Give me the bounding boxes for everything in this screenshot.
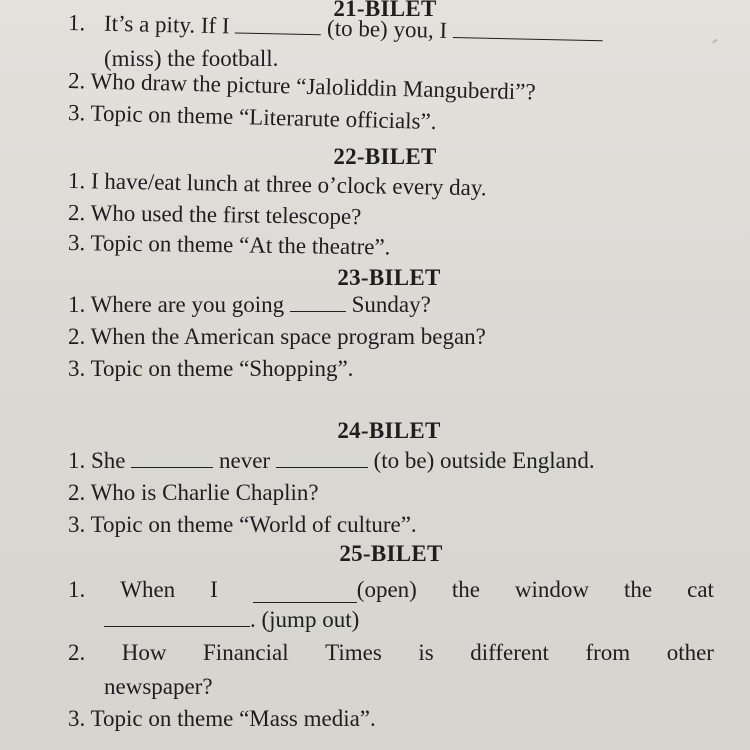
word: Financial xyxy=(203,640,289,665)
word: from xyxy=(585,640,631,665)
answer-blank[interactable] xyxy=(276,449,368,468)
pencil-mark xyxy=(712,39,718,44)
word: other xyxy=(666,640,714,665)
word: I xyxy=(210,577,218,602)
word: Times xyxy=(325,640,382,665)
bilet-24-question-1 xyxy=(68,448,595,474)
question-text: (to be) you, I xyxy=(326,15,448,43)
bilet-22-question-1: 1. I have/eat lunch at three o’clock every day. xyxy=(67,168,487,201)
question-text: (to be) outside England. xyxy=(373,448,595,473)
bilet-23-heading: 23-BILET xyxy=(337,265,441,290)
question-text: Sunday? xyxy=(351,292,431,317)
question-text: . (jump out) xyxy=(250,607,360,632)
bilet-22-question-2: 2. Who used the first telescope? xyxy=(67,200,362,230)
bilet-25-question-1-cont xyxy=(104,607,359,633)
bilet-23-question-3: 3. Topic on theme “Shopping”. xyxy=(68,356,354,381)
answer-blank[interactable] xyxy=(235,15,321,36)
question-number: 1. xyxy=(67,10,86,36)
question-text: never xyxy=(219,448,271,473)
bilet-21-question-2: 2. Who draw the picture “Jaloliddin Manguberdi”? xyxy=(67,68,536,105)
question-text: (miss) the football. xyxy=(104,46,279,71)
bilet-24-heading: 24-BILET xyxy=(337,418,441,443)
word: the xyxy=(451,577,480,602)
word: different xyxy=(470,640,549,665)
question-text: 1. She xyxy=(68,448,126,473)
bilet-25-question-2-cont: newspaper? xyxy=(104,674,213,699)
bilet-23-question-2: 2. When the American space program began? xyxy=(68,324,486,349)
bilet-25-question-3: 3. Topic on theme “Mass media”. xyxy=(68,706,376,731)
bilet-23-question-1 xyxy=(68,292,431,318)
word: window xyxy=(514,577,590,602)
answer-blank[interactable] xyxy=(131,449,213,468)
bilet-22-heading: 22-BILET xyxy=(333,144,437,169)
bilet-21-question-3: 3. Topic on theme “Literarute officials”. xyxy=(67,100,437,135)
bilet-24-question-2: 2. Who is Charlie Chaplin? xyxy=(68,480,319,505)
question-number: 1. xyxy=(68,577,86,602)
bilet-25-heading: 25-BILET xyxy=(339,541,443,566)
bilet-21-heading: 21-BILET xyxy=(333,0,437,21)
word: the xyxy=(624,577,653,602)
word: cat xyxy=(687,577,714,602)
answer-blank[interactable] xyxy=(453,19,603,41)
answer-blank[interactable] xyxy=(253,584,357,603)
word: How xyxy=(121,640,167,665)
question-number: 2. xyxy=(68,640,86,665)
bilet-21-question-1-cont xyxy=(104,46,278,72)
question-text: 1. Where are you going xyxy=(68,292,285,317)
word: is xyxy=(418,640,434,665)
word: (open) xyxy=(356,577,417,602)
answer-blank[interactable] xyxy=(104,608,250,627)
bilet-24-question-3: 3. Topic on theme “World of culture”. xyxy=(68,512,417,537)
word: When xyxy=(120,577,176,602)
question-text: It’s a pity. If I xyxy=(103,10,230,39)
bilet-22-question-3: 3. Topic on theme “At the theatre”. xyxy=(67,230,391,260)
bilet-25-question-2 xyxy=(68,640,714,666)
answer-blank[interactable] xyxy=(290,293,346,312)
bilet-25-question-1 xyxy=(68,577,714,603)
